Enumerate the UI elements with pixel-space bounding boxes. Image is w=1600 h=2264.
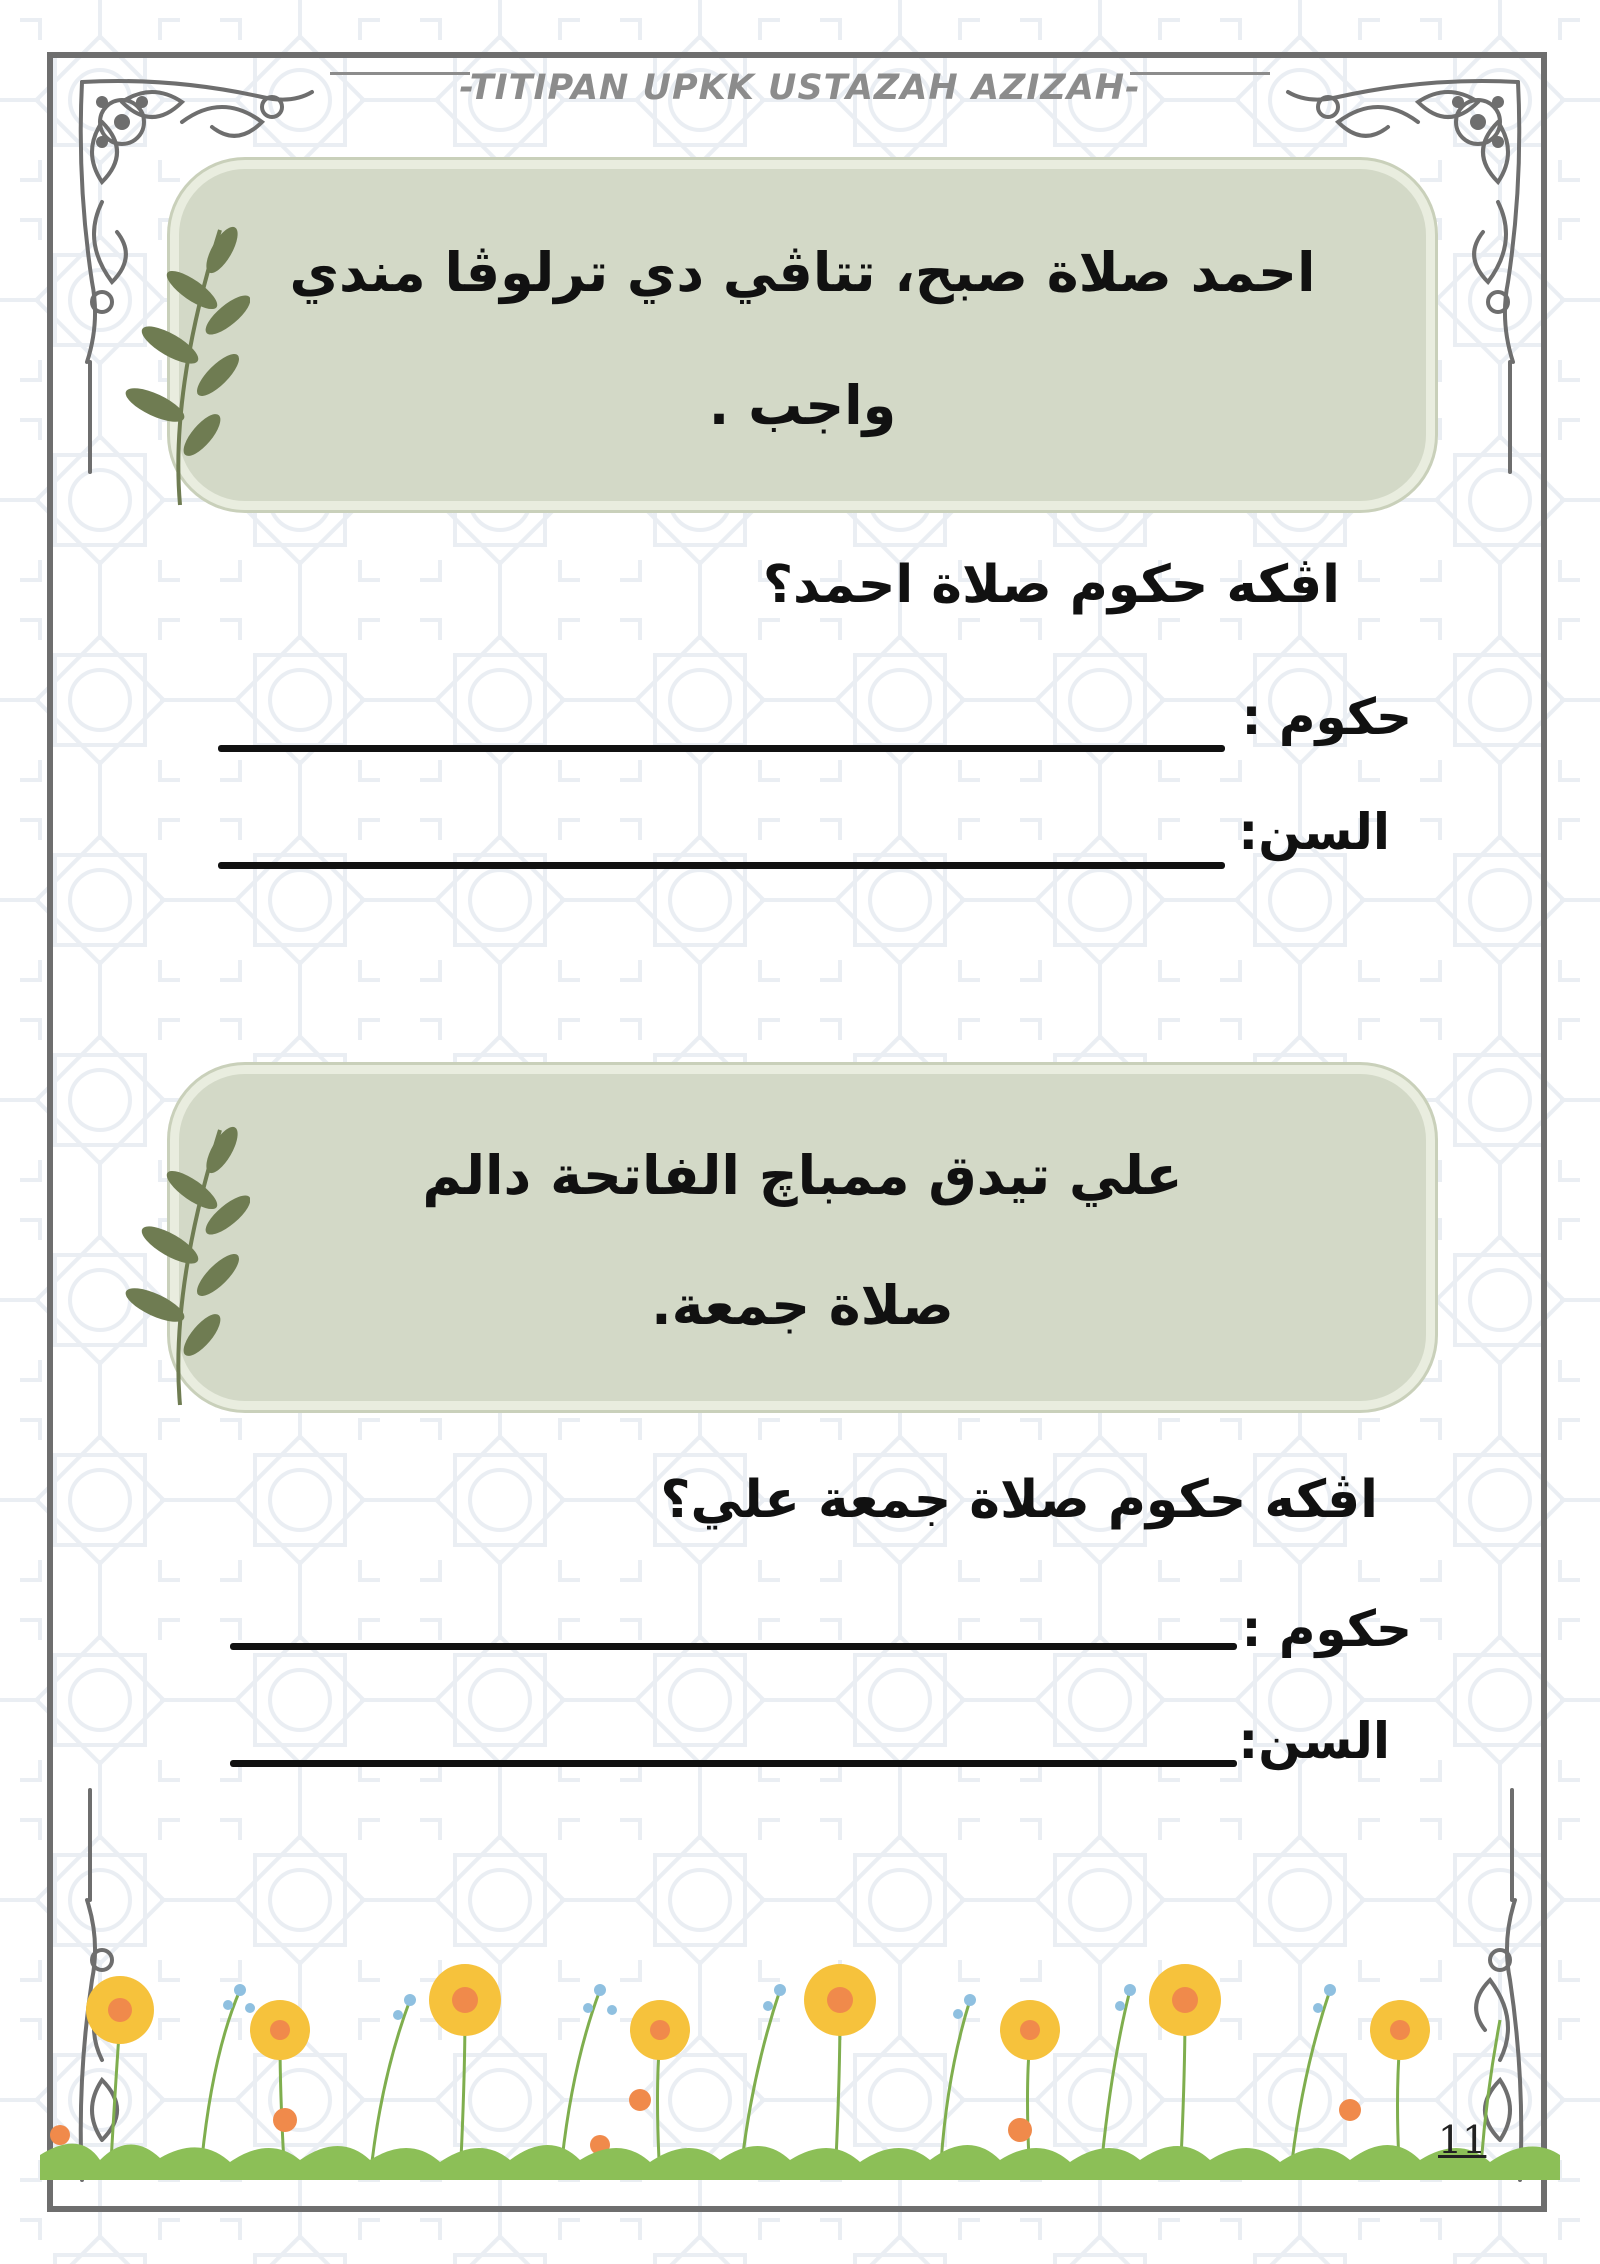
question-2: اڤكه حكوم صلاة جمعة علي؟ [660, 1470, 1378, 1530]
question-1: اڤكه حكوم صلاة احمد؟ [762, 555, 1340, 615]
leaf-branch-icon [110, 1120, 250, 1410]
scenario-2-line-1: علي تيدق ممباچ الفاتحة دالم [422, 1144, 1183, 1207]
reason-label-2: السن: [1238, 1712, 1390, 1770]
reason-answer-line-1[interactable] [218, 862, 1225, 869]
leaf-branch-icon [110, 220, 250, 510]
ruling-label-2: حكوم : [1241, 1600, 1412, 1658]
page-number: 11 [1438, 2118, 1487, 2162]
header-title: -TITIPAN UPKK USTAZAH AZIZAH- [459, 68, 1141, 108]
flower-meadow-illustration [40, 1930, 1560, 2180]
scenario-box-1 [170, 160, 1435, 510]
ruling-answer-line-2[interactable] [230, 1643, 1237, 1650]
scenario-1-line-1: احمد صلاة صبح، تتاڤي دي ترلوڤا مندي [289, 241, 1316, 304]
scenario-2-line-2: صلاة جمعة. [651, 1274, 954, 1337]
reason-answer-line-2[interactable] [230, 1760, 1237, 1767]
scenario-box-2 [170, 1065, 1435, 1410]
ruling-answer-line-1[interactable] [218, 745, 1225, 752]
ruling-label-1: حكوم : [1241, 688, 1412, 746]
scenario-1-line-2: واجب . [708, 374, 897, 437]
reason-label-1: السن: [1238, 803, 1390, 861]
